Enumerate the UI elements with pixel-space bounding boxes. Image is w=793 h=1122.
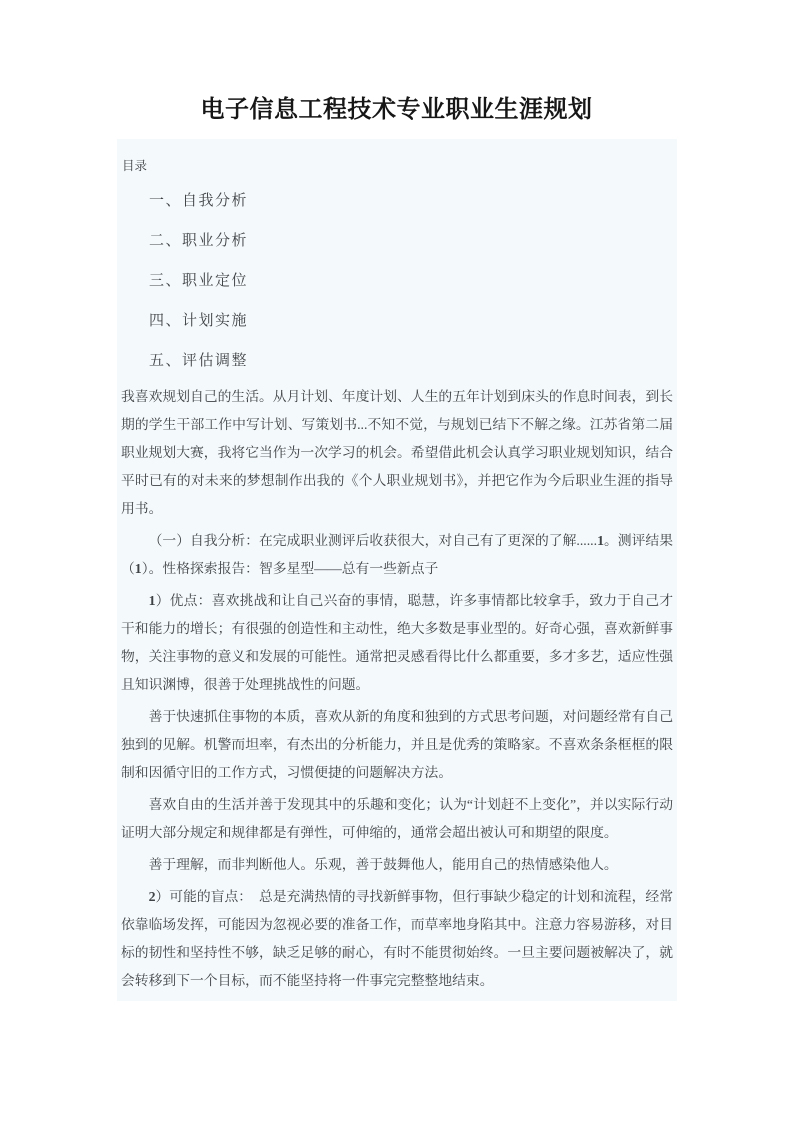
bold-run: 1 xyxy=(148,593,156,608)
paragraph xyxy=(121,883,673,995)
paragraph xyxy=(121,587,673,699)
document-title: 电子信息工程技术专业职业生涯规划 xyxy=(200,96,593,123)
text-run: 善于理解，而非判断他人。乐观，善于鼓舞他人，能用自己的热情感染他人。 xyxy=(148,857,618,872)
bold-run: 1 xyxy=(134,561,142,576)
paragraph xyxy=(121,383,673,523)
paragraph xyxy=(121,791,673,847)
text-run: 我喜欢规划自己的生活。从月计划、年度计划、人生的五年计划到床头的作息时间表，到长期的学生干部工作中写计划、写策划书...不知不觉，与规划已结下不解之缘。江苏省第二届职业规划大赛，我将它当作为一次学习的机会。希望借此机会认真学习职业规划知识，结合平时已有的对未来的梦想制作出我的《个人职业规划书》，并把它作为今后职业生涯的指导用书。 xyxy=(121,389,673,516)
text-run: 喜欢自由的生活并善于发现其中的乐趣和变化；认为“计划赶不上变化”，并以实际行动证明大部分规定和规律都是有弹性，可伸缩的，通常会超出被认可和期望的限度。 xyxy=(121,797,673,840)
text-run: ）。性格探索报告：智多星型——总有一些新点子 xyxy=(141,561,439,576)
paragraph xyxy=(121,851,673,879)
toc-item: 四、计划实施 xyxy=(149,313,249,329)
toc-item: 三、职业定位 xyxy=(149,273,249,289)
text-run: 。测评结果（ xyxy=(121,533,673,576)
text-run: （一）自我分析：在完成职业测评后收获很大，对自己有了更深的了解...... xyxy=(148,533,598,548)
toc-item: 一、自我分析 xyxy=(149,193,249,209)
text-run: 善于快速抓住事物的本质，喜欢从新的角度和独到的方式思考问题，对问题经常有自己独到的见解。机警而坦率，有杰出的分析能力，并且是优秀的策略家。不喜欢条条框框的限制和因循守旧的工作方式，习惯便捷的问题解决方法。 xyxy=(121,709,673,780)
body-paragraphs xyxy=(121,383,673,995)
bold-run: 1 xyxy=(597,533,604,548)
text-run: ）优点：喜欢挑战和让自己兴奋的事情，聪慧，许多事情都比较拿手，致力于自己才干和能力的增长；有很强的创造性和主动性，绝大多数是事业型的。好奇心强，喜欢新鲜事物，关注事物的意义和发展的可能性。通常把灵感看得比什么都重要，多才多艺，适应性强且知识渊博，很善于处理挑战性的问题。 xyxy=(121,593,673,692)
bold-run: 2 xyxy=(148,889,156,904)
toc-item: 五、评估调整 xyxy=(149,353,249,369)
paragraph xyxy=(121,703,673,787)
toc-heading: 目录 xyxy=(122,159,148,173)
content-panel xyxy=(117,139,677,1001)
text-run: ）可能的盲点： 总是充满热情的寻找新鲜事物，但行事缺少稳定的计划和流程，经常依靠临场发挥，可能因为忽视必要的准备工作，而草率地身陷其中。注意力容易游移，对目标的韧性和坚持性不够，缺乏足够的耐心，有时不能贯彻始终。一旦主要问题被解决了，就会转移到下一个目标，而不能坚持将一件事完完整整地结束。 xyxy=(121,889,673,988)
toc-item: 二、职业分析 xyxy=(149,233,249,249)
paragraph xyxy=(121,527,673,583)
toc-list xyxy=(121,181,673,381)
